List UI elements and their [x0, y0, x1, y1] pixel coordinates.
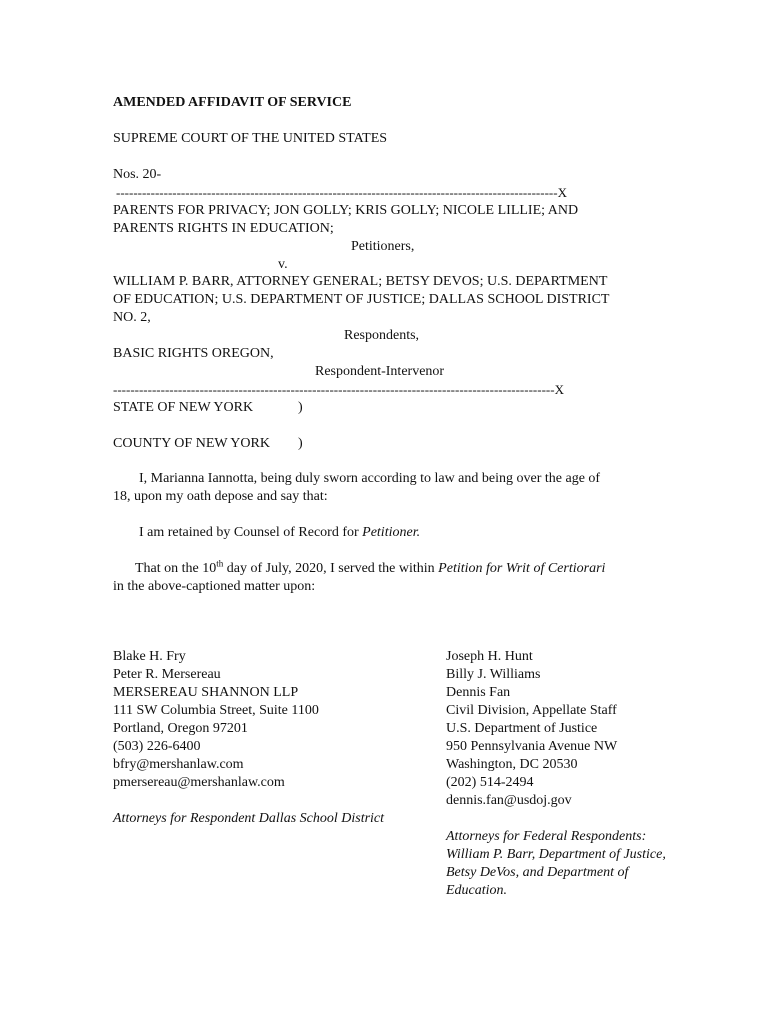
- court-name: SUPREME COURT OF THE UNITED STATES: [113, 131, 388, 146]
- right-attorney-line: 950 Pennsylvania Avenue NW: [446, 739, 618, 754]
- right-attorney-line: Billy J. Williams: [446, 667, 541, 682]
- right-attorneys-for-line: Betsy DeVos, and Department of: [446, 865, 629, 880]
- right-attorneys-for-line: Attorneys for Federal Respondents:: [446, 829, 647, 844]
- left-attorney-line: 111 SW Columbia Street, Suite 1100: [113, 703, 319, 718]
- paragraph-oath-line-2: 18, upon my oath depose and say that:: [113, 489, 328, 504]
- right-attorney-line: Civil Division, Appellate Staff: [446, 703, 617, 718]
- respondents-label: Respondents,: [344, 328, 420, 343]
- left-attorney-line: bfry@mershanlaw.com: [113, 757, 244, 772]
- service-list-right: [446, 648, 666, 900]
- right-attorney-line: (202) 514-2494: [446, 775, 534, 790]
- left-attorneys-for: Attorneys for Respondent Dallas School District: [113, 811, 385, 826]
- intervenor-label: Respondent-Intervenor: [315, 364, 445, 379]
- served-document-title: Petition for Writ of Certiorari: [438, 561, 606, 576]
- paragraph-retained-text: I am retained by Counsel of Record for: [139, 525, 363, 540]
- versus: v.: [278, 257, 288, 272]
- case-number: Nos. 20-: [113, 167, 162, 182]
- venue-state-paren: ): [298, 400, 303, 415]
- petitioners-label: Petitioners,: [351, 239, 415, 254]
- venue-state: STATE OF NEW YORK: [113, 400, 254, 415]
- intervenor-name: BASIC RIGHTS OREGON,: [113, 346, 274, 361]
- caption-divider-bottom: ------------------------------------------------------------------------------------------------------X: [113, 382, 564, 397]
- petitioners-line-1: PARENTS FOR PRIVACY; JON GOLLY; KRIS GOLLY; NICOLE LILLIE; AND: [113, 203, 579, 218]
- left-attorney-line: Blake H. Fry: [113, 649, 186, 664]
- document-title: AMENDED AFFIDAVIT OF SERVICE: [113, 95, 352, 110]
- paragraph-service-line-2: in the above-captioned matter upon:: [113, 579, 316, 594]
- service-list-left: [113, 648, 384, 828]
- paragraph-oath-line-1: I, Marianna Iannotta, being duly sworn according to law and being over the age of: [139, 471, 601, 486]
- venue-county-paren: ): [298, 436, 303, 451]
- right-attorney-line: dennis.fan@usdoj.gov: [446, 793, 572, 808]
- left-attorney-line: pmersereau@mershanlaw.com: [113, 775, 285, 790]
- left-attorney-line: Portland, Oregon 97201: [113, 721, 248, 736]
- caption-divider-top: ------------------------------------------------------------------------------------------------------X: [116, 185, 567, 200]
- venue-county: COUNTY OF NEW YORK: [113, 436, 270, 451]
- respondents-line-1: WILLIAM P. BARR, ATTORNEY GENERAL; BETSY DEVOS; U.S. DEPARTMENT: [113, 274, 608, 289]
- right-attorney-line: U.S. Department of Justice: [446, 721, 598, 736]
- petitioners-line-2: PARENTS RIGHTS IN EDUCATION;: [113, 221, 334, 236]
- paragraph-retained: [139, 524, 420, 542]
- respondents-line-3: NO. 2,: [113, 310, 151, 325]
- service-date-text: That on the 10: [135, 561, 217, 576]
- service-text: day of July, 2020, I served the within: [223, 561, 439, 576]
- service-date-suffix: th: [216, 558, 224, 569]
- right-attorney-line: Joseph H. Hunt: [446, 649, 533, 664]
- right-attorney-line: Washington, DC 20530: [446, 757, 578, 772]
- left-attorney-line: MERSEREAU SHANNON LLP: [113, 685, 299, 700]
- paragraph-service-line-1: [135, 560, 605, 578]
- right-attorneys-for-line: William P. Barr, Department of Justice,: [446, 847, 666, 862]
- right-attorney-line: Dennis Fan: [446, 685, 511, 700]
- right-attorneys-for-line: Education.: [446, 883, 508, 898]
- left-attorney-line: (503) 226-6400: [113, 739, 201, 754]
- respondents-line-2: OF EDUCATION; U.S. DEPARTMENT OF JUSTICE; DALLAS SCHOOL DISTRICT: [113, 292, 610, 307]
- paragraph-retained-party: Petitioner.: [362, 525, 421, 540]
- left-attorney-line: Peter R. Mersereau: [113, 667, 221, 682]
